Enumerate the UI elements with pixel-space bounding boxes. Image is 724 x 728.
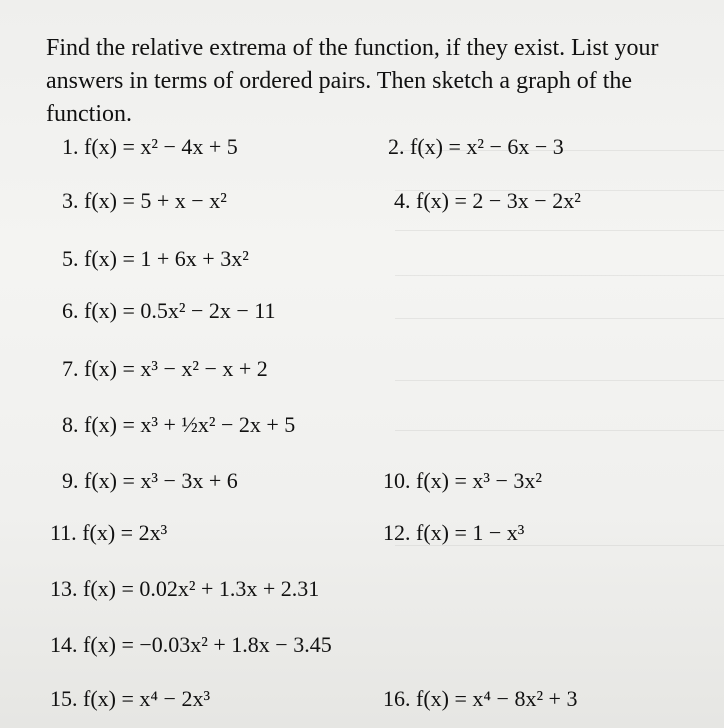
problem-11: 11. f(x) = 2x³: [50, 520, 168, 545]
problem-6: 6. f(x) = 0.5x² − 2x − 11: [62, 298, 276, 323]
problem-8: 8. f(x) = x³ + ½x² − 2x + 5: [62, 412, 296, 437]
problem-10: 10. f(x) = x³ − 3x²: [383, 468, 542, 493]
problem-1: 1. f(x) = x² − 4x + 5: [62, 134, 238, 159]
problem-5: 5. f(x) = 1 + 6x + 3x²: [62, 246, 249, 271]
problem-14: 14. f(x) = −0.03x² + 1.8x − 3.45: [50, 632, 332, 657]
problem-9: 9. f(x) = x³ − 3x + 6: [62, 468, 238, 493]
problem-4: 4. f(x) = 2 − 3x − 2x²: [394, 188, 581, 213]
problem-3: 3. f(x) = 5 + x − x²: [62, 188, 227, 213]
problem-2: 2. f(x) = x² − 6x − 3: [388, 134, 564, 159]
problem-13: 13. f(x) = 0.02x² + 1.3x + 2.31: [50, 576, 320, 601]
problem-12: 12. f(x) = 1 − x³: [383, 520, 525, 545]
problem-15: 15. f(x) = x⁴ − 2x³: [50, 686, 211, 711]
problem-16: 16. f(x) = x⁴ − 8x² + 3: [383, 686, 578, 711]
instructions: Find the relative extrema of the function, if they exist. List your answers in terms of ordered pairs. Then sketch a graph of the function.: [46, 35, 659, 127]
problem-7: 7. f(x) = x³ − x² − x + 2: [62, 356, 268, 381]
